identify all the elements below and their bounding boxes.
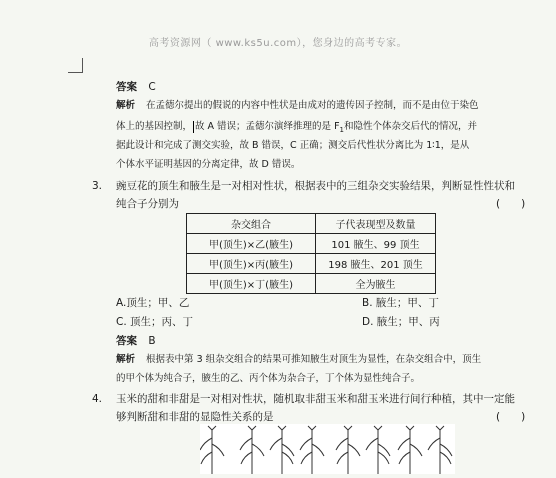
q2-analysis-line: 个体水平证明基因的分离定律，故 D 错误。: [116, 159, 301, 170]
q3-stem: 豌豆花的顶生和腋生是一对相对性状，根据表中的三组杂交实验结果，判断显性性状和: [116, 180, 515, 192]
q2-answer: [116, 80, 156, 94]
answer-label: 答案: [116, 335, 137, 347]
analysis-label: 解析: [116, 100, 136, 111]
q2-analysis-line: 据此设计和完成了测交实验，故 B 错误，C 正确；测交后代性状分离比为 1∶1，是从: [116, 140, 470, 151]
q2-analysis-line: 解析 在孟德尔提出的假说的内容中性状是由成对的遗传因子控制，而不是由位于染色: [116, 100, 479, 111]
q3-analysis-line: 解析 根据表中第 3 组杂交组合的结果可推知腋生对顶生为显性，在杂交组合中，顶生: [116, 354, 482, 365]
table-cell: 198 腋生、201 顶生: [316, 254, 436, 274]
crop-mark: [68, 72, 83, 73]
q3-answer: [116, 334, 156, 348]
q3-stem: 纯合子分别为: [116, 198, 179, 210]
table-cell: 甲(顶生)×丙(腋生): [187, 254, 316, 274]
table-cell: 101 腋生、99 顶生: [316, 234, 436, 254]
answer-label: 答案: [116, 81, 137, 93]
answer-paren: ( ): [496, 411, 526, 423]
text-cursor: [193, 121, 194, 133]
answer-paren: ( ): [496, 198, 526, 210]
option-b: B. 腋生；甲、丁: [362, 297, 439, 309]
table-header-row: [187, 214, 436, 234]
table-header: 子代表现型及数量: [316, 214, 436, 234]
table-row: [187, 234, 436, 254]
table-row: [187, 274, 436, 294]
option-c: C. 顶生；丙、丁: [116, 316, 194, 328]
table-cell: 甲(顶生)×丁(腋生): [187, 274, 316, 294]
corn-illustration: [200, 424, 455, 474]
analysis-label: 解析: [116, 354, 136, 365]
question-number: 4.: [92, 393, 103, 405]
crop-mark: [82, 58, 83, 72]
q4-stem: 够判断甜和非甜的显隐性关系的是: [116, 411, 274, 423]
q2-analysis-line: 体上的基因控制， 故 A 错误；孟德尔演绎推理的是 $F_1$和隐性个体杂交后代的情况，并: [116, 121, 478, 134]
answer-value: C: [148, 81, 156, 93]
table-cell: 全为腋生: [316, 274, 436, 294]
question-number: 3.: [92, 180, 103, 192]
answer-value: B: [148, 335, 156, 347]
cross-table: [186, 213, 436, 294]
table-row: [187, 254, 436, 274]
q3-analysis-line: 的甲个体为纯合子，腋生的乙、丙个体为杂合子，丁个体为显性纯合子。: [116, 373, 421, 384]
option-a: A.顶生；甲、乙: [116, 297, 190, 309]
q4-stem: 玉米的甜和非甜是一对相对性状，随机取非甜玉米和甜玉米进行间行种植，其中一定能: [116, 393, 515, 405]
table-cell: 甲(顶生)×乙(腋生): [187, 234, 316, 254]
option-d: D. 腋生；甲、丙: [362, 316, 440, 328]
table-header: 杂交组合: [187, 214, 316, 234]
corn-plants-image: [200, 424, 455, 474]
page-header: 高考资源网（ www.ks5u.com），您身边的高考专家。: [148, 38, 408, 49]
